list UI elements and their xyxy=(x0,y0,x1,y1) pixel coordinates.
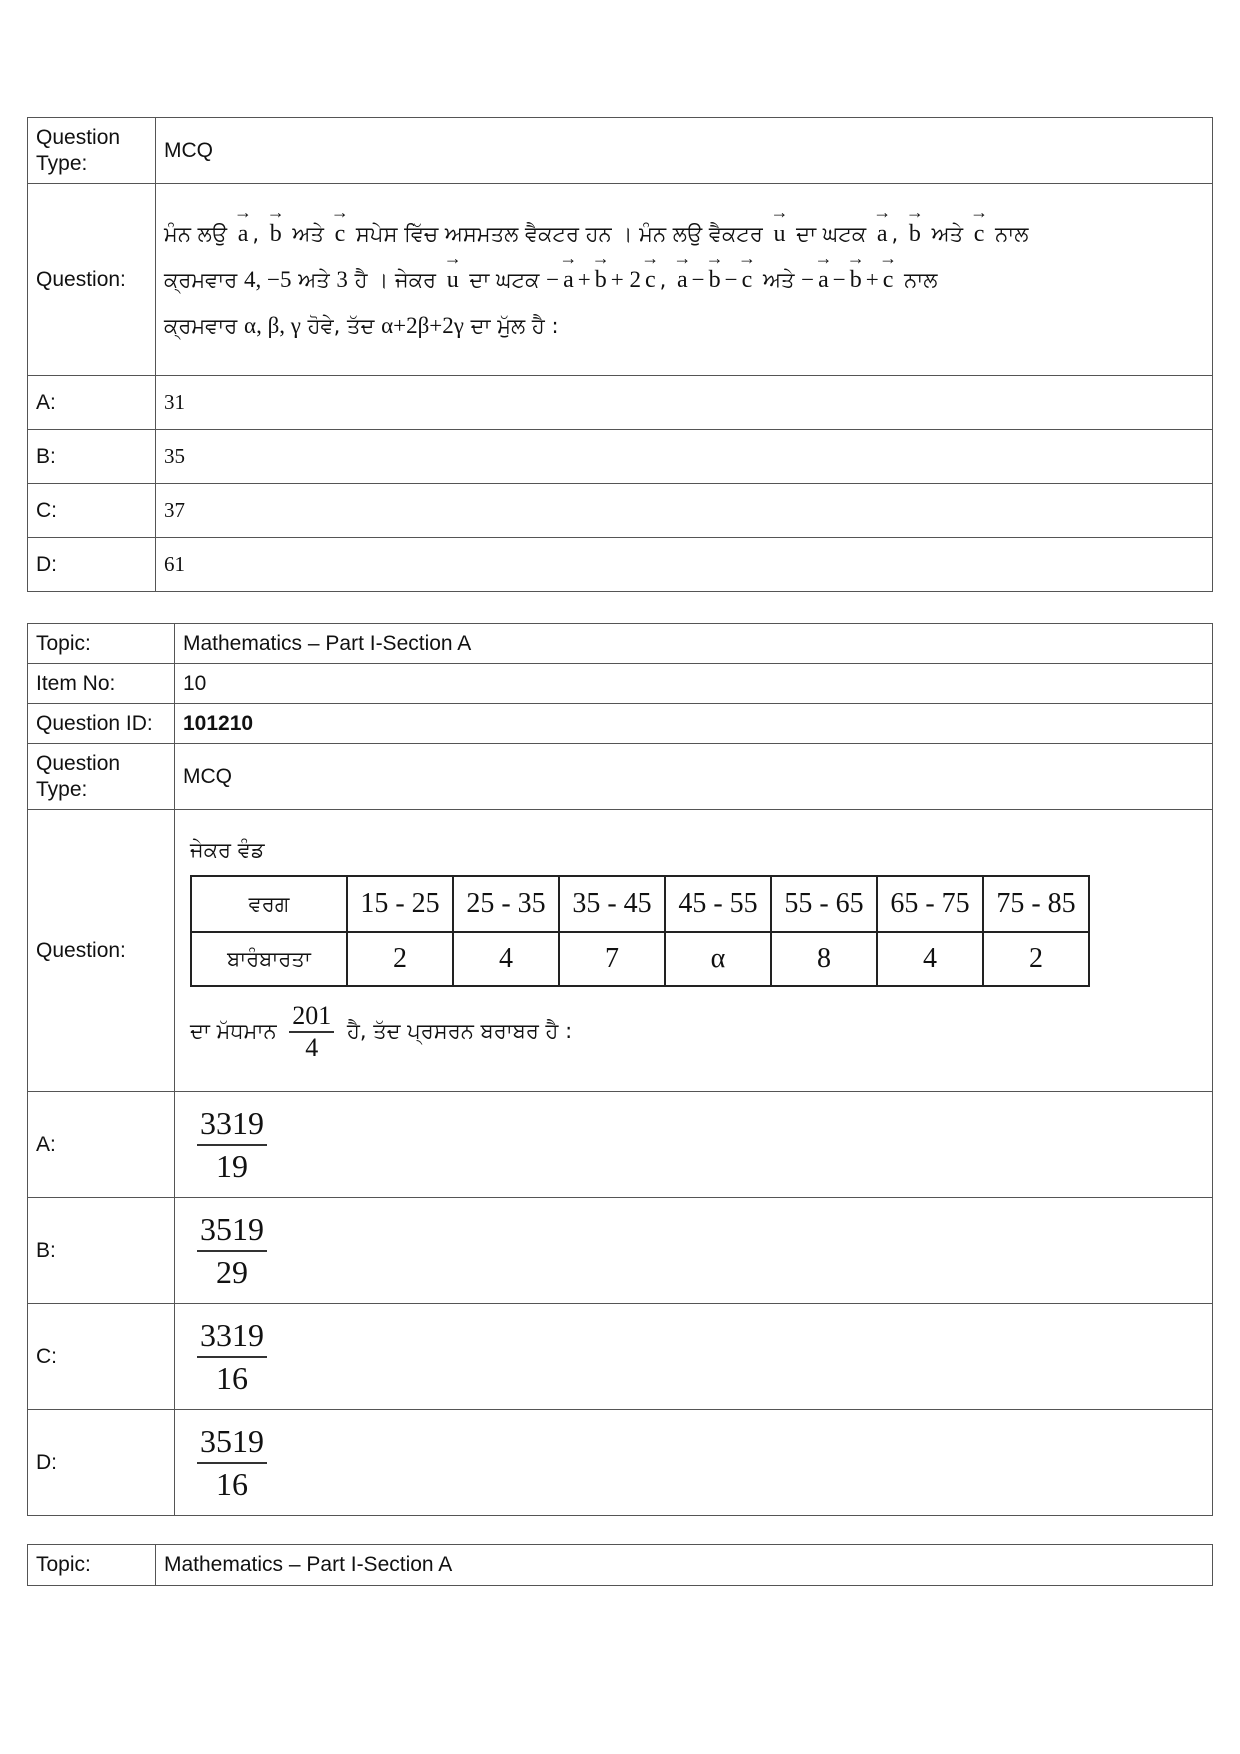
option-label: A: xyxy=(28,376,156,430)
option-row-d xyxy=(28,1410,1213,1516)
question-type-label: Question Type: xyxy=(28,118,156,184)
option-label: C: xyxy=(28,484,156,538)
class-cell: 25 - 35 xyxy=(453,876,559,932)
topic-row xyxy=(28,1545,1213,1586)
option-label: A: xyxy=(28,1092,175,1198)
option-value: 35 xyxy=(156,430,1213,484)
option-label: B: xyxy=(28,430,156,484)
class-cell: 15 - 25 xyxy=(347,876,453,932)
frequency-row-header: ਬਾਰੰਬਾਰਤਾ xyxy=(191,932,347,986)
class-cell: 55 - 65 xyxy=(771,876,877,932)
mean-fraction: $\frac{201}{4}$ xyxy=(289,1003,334,1061)
item-no-row xyxy=(28,664,1213,704)
topic-value: Mathematics – Part I-Section A xyxy=(175,624,1213,664)
question-row xyxy=(28,810,1213,1092)
option-row-a xyxy=(28,376,1213,430)
class-cell: 75 - 85 xyxy=(983,876,1089,932)
option-fraction: $\frac{3319}{16}$ xyxy=(197,1317,267,1397)
frequency-cell: 2 xyxy=(983,932,1089,986)
option-fraction: $\frac{3319}{19}$ xyxy=(197,1105,267,1185)
question-label: Question: xyxy=(28,810,175,1092)
option-row-b xyxy=(28,430,1213,484)
frequency-cell: 4 xyxy=(877,932,983,986)
frequency-cell: 8 xyxy=(771,932,877,986)
question-line-3: ਕ੍ਰਮਵਾਰ α, β, γ ਹੋਵੇ, ਤੱਦ α+2β+2γ ਦਾ ਮੁੱਲ ਹੈ : xyxy=(164,313,559,338)
question-row xyxy=(28,184,1213,376)
option-label: C: xyxy=(28,1304,175,1410)
class-row-header: ਵਰਗ xyxy=(191,876,347,932)
question-block-1 xyxy=(27,117,1213,592)
item-no-value: 10 xyxy=(175,664,1213,704)
class-row xyxy=(191,876,1089,932)
frequency-cell: 7 xyxy=(559,932,665,986)
option-value: 37 xyxy=(156,484,1213,538)
question-id-row xyxy=(28,704,1213,744)
topic-value: Mathematics – Part I-Section A xyxy=(156,1545,1213,1586)
question-type-row xyxy=(28,118,1213,184)
option-row-c xyxy=(28,484,1213,538)
frequency-cell: 2 xyxy=(347,932,453,986)
option-row-d xyxy=(28,538,1213,592)
topic-row xyxy=(28,624,1213,664)
frequency-cell: α xyxy=(665,932,771,986)
option-label: B: xyxy=(28,1198,175,1304)
question-type-label: Question Type: xyxy=(28,744,175,810)
option-fraction: $\frac{3519}{16}$ xyxy=(197,1423,267,1503)
question-block-2 xyxy=(27,623,1213,1516)
question-intro: ਜੇਕਰ ਵੰਡ xyxy=(190,838,265,862)
question-type-value: MCQ xyxy=(175,744,1213,810)
option-value: 61 xyxy=(156,538,1213,592)
class-cell: 65 - 75 xyxy=(877,876,983,932)
frequency-row xyxy=(191,932,1089,986)
question-id-label: Question ID: xyxy=(28,704,175,744)
question-line-2: ਕ੍ਰਮਵਾਰ 4, −5 ਅਤੇ 3 ਹੈ । ਜੇਕਰ → u ਦਾ ਘਟਕ −→ a +→ b + 2→ c , → a −→ b −→ c ਅਤੇ −→ a −→ b +→ c ਨਾਲ xyxy=(164,268,1204,292)
question-type-row xyxy=(28,744,1213,810)
question-label: Question: xyxy=(28,184,156,376)
option-value: 31 xyxy=(156,376,1213,430)
question-text xyxy=(156,184,1213,376)
class-cell: 45 - 55 xyxy=(665,876,771,932)
frequency-distribution-table xyxy=(190,875,1090,987)
question-text xyxy=(175,810,1213,1092)
question-block-3 xyxy=(27,1544,1213,1586)
item-no-label: Item No: xyxy=(28,664,175,704)
question-type-value: MCQ xyxy=(156,118,1213,184)
option-fraction: $\frac{3519}{29}$ xyxy=(197,1211,267,1291)
option-label: D: xyxy=(28,538,156,592)
option-row-b xyxy=(28,1198,1213,1304)
topic-label: Topic: xyxy=(28,1545,156,1586)
topic-label: Topic: xyxy=(28,624,175,664)
question-mean-line: ਦਾ ਮੱਧਮਾਨ $\frac{201}{4}$ ਹੈ, ਤੱਦ ਪ੍ਰਸਰਨ ਬਰਾਬਰ ਹੈ : xyxy=(190,1001,573,1062)
question-id-value: 101210 xyxy=(175,704,1213,744)
question-line-1: ਮੰਨ ਲਉ → a , → b ਅਤੇ → c ਸਪੇਸ ਵਿੱਚ ਅਸਮਤਲ ਵੈਕਟਰ ਹਨ । ਮੰਨ ਲਉ ਵੈਕਟਰ → u ਦਾ ਘਟਕ → a , → b ਅਤੇ → c ਨਾਲ xyxy=(164,222,1204,246)
option-label: D: xyxy=(28,1410,175,1516)
option-row-a xyxy=(28,1092,1213,1198)
frequency-cell: 4 xyxy=(453,932,559,986)
class-cell: 35 - 45 xyxy=(559,876,665,932)
option-row-c xyxy=(28,1304,1213,1410)
